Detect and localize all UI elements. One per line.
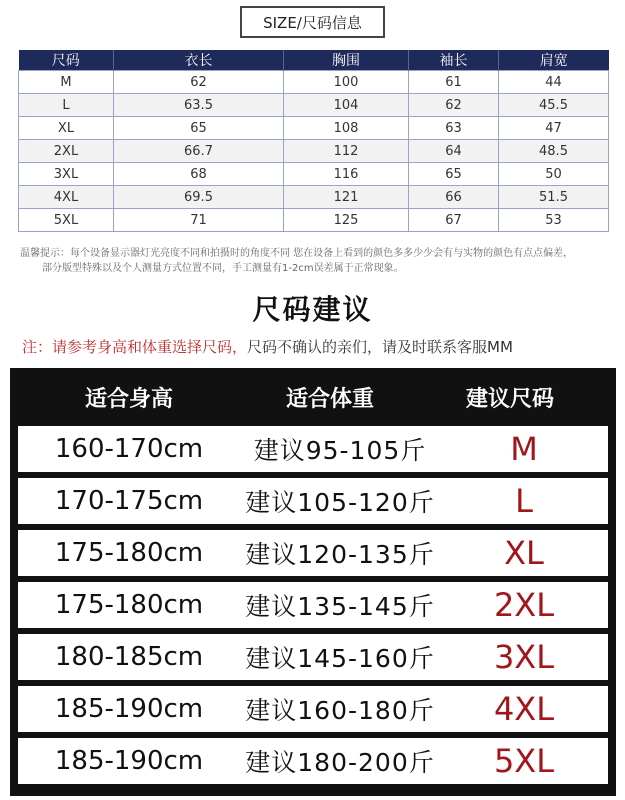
row-weight: 建议145-160斤 (245, 644, 435, 673)
header-sleeve: 袖长 (409, 50, 499, 71)
row-height: 175-180cm (54, 590, 204, 620)
row-size: M (510, 430, 538, 468)
table-cell: 65 (409, 163, 499, 186)
header-length: 衣长 (114, 50, 284, 71)
table-cell: 121 (284, 186, 409, 209)
table-cell: 45.5 (499, 94, 609, 117)
table-cell: 64 (409, 140, 499, 163)
header-chest: 胸围 (284, 50, 409, 71)
header-suggested-size: 建议尺码 (465, 386, 554, 412)
row-size: 3XL (493, 638, 555, 676)
row-weight: 建议105-120斤 (245, 488, 435, 517)
table-row (19, 94, 609, 117)
recommendation-row (18, 634, 608, 680)
row-size: L (515, 482, 533, 520)
row-weight: 建议120-135斤 (245, 540, 435, 569)
row-size: XL (504, 534, 544, 572)
table-row (19, 140, 609, 163)
table-cell: 112 (284, 140, 409, 163)
table-cell: 66.7 (114, 140, 284, 163)
table-cell: 5XL (19, 209, 114, 232)
table-cell: 125 (284, 209, 409, 232)
table-cell: 116 (284, 163, 409, 186)
header-size: 尺码 (19, 50, 114, 71)
table-cell: 48.5 (499, 140, 609, 163)
table-cell: 100 (284, 71, 409, 94)
recommendation-header (18, 368, 608, 426)
recommendation-row (18, 426, 608, 472)
table-cell: XL (19, 117, 114, 140)
note-line-1: 温馨提示：每个设备显示器灯光亮度不同和拍摄时的角度不同 您在设备上看到的颜色多多少少会有与实物的颜色有点点偏差， (20, 248, 574, 259)
table-row (19, 163, 609, 186)
row-height: 185-190cm (54, 694, 204, 724)
table-cell: 69.5 (114, 186, 284, 209)
size-table (18, 50, 609, 232)
table-row (19, 117, 609, 140)
row-height: 185-190cm (54, 746, 204, 776)
recommendation-row (18, 582, 608, 628)
table-row (19, 71, 609, 94)
table-cell: 3XL (19, 163, 114, 186)
row-height: 175-180cm (54, 538, 204, 568)
table-cell: 104 (284, 94, 409, 117)
table-cell: 68 (114, 163, 284, 186)
row-height: 170-175cm (54, 486, 204, 516)
note-black-text: 尺码不确认的亲们，请及时联系客服MM (247, 338, 513, 356)
note-red-text: 注：请参考身高和体重选择尺码， (22, 338, 248, 356)
row-height: 180-185cm (54, 642, 204, 672)
table-cell: 51.5 (499, 186, 609, 209)
size-info-title: SIZE/尺码信息 (240, 6, 385, 38)
table-cell: 65 (114, 117, 284, 140)
row-size: 2XL (493, 586, 555, 624)
table-cell: 63 (409, 117, 499, 140)
header-shoulder: 肩宽 (499, 50, 609, 71)
table-cell: 108 (284, 117, 409, 140)
recommendation-row (18, 738, 608, 784)
recommendation-row (18, 686, 608, 732)
header-weight: 适合体重 (285, 386, 374, 412)
table-cell: 44 (499, 71, 609, 94)
table-cell: 47 (499, 117, 609, 140)
table-cell: 61 (409, 71, 499, 94)
recommendation-row (18, 530, 608, 576)
table-cell: 4XL (19, 186, 114, 209)
measurement-note (20, 246, 610, 276)
table-cell: 67 (409, 209, 499, 232)
table-cell: 53 (499, 209, 609, 232)
table-cell: 2XL (19, 140, 114, 163)
recommendation-note (22, 336, 622, 357)
recommendation-title: 尺码建议 (252, 293, 373, 326)
note-line-2: 部分版型特殊以及个人测量方式位置不同，手工测量有1-2cm误差属于正常现象。 (42, 263, 404, 274)
recommendation-panel (10, 368, 616, 796)
row-size: 5XL (493, 742, 555, 780)
row-weight: 建议95-105斤 (253, 436, 427, 465)
table-cell: 71 (114, 209, 284, 232)
table-cell: 62 (114, 71, 284, 94)
table-row (19, 186, 609, 209)
table-cell: 66 (409, 186, 499, 209)
header-height: 适合身高 (84, 386, 173, 412)
table-cell: L (19, 94, 114, 117)
table-cell: 63.5 (114, 94, 284, 117)
table-row (19, 209, 609, 232)
size-table-header-row (19, 50, 609, 71)
row-weight: 建议180-200斤 (245, 748, 435, 777)
row-size: 4XL (493, 690, 555, 728)
recommendation-row (18, 478, 608, 524)
row-weight: 建议160-180斤 (245, 696, 435, 725)
table-cell: 62 (409, 94, 499, 117)
row-weight: 建议135-145斤 (245, 592, 435, 621)
table-cell: M (19, 71, 114, 94)
row-height: 160-170cm (54, 434, 204, 464)
table-cell: 50 (499, 163, 609, 186)
